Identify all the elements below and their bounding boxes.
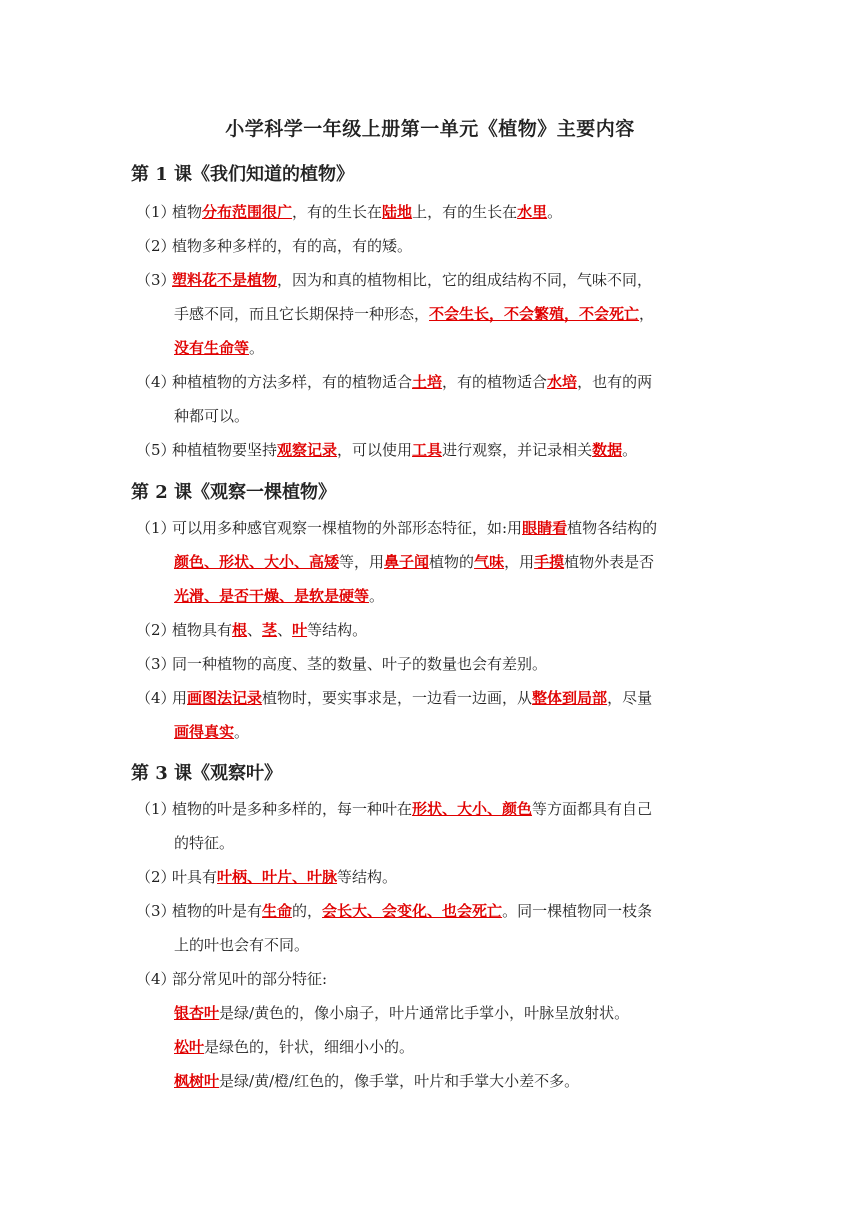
text: ，可以使用 [337, 441, 413, 459]
l1-item-2 [136, 229, 412, 263]
text: ，因为和真的植物相比，它的组成结构不同，气味不同， [277, 271, 653, 289]
l3-item-3-line-2 [174, 928, 309, 962]
text: 。 [369, 587, 385, 605]
text: 种都可以。 [174, 407, 250, 425]
item-number: （2） [136, 621, 176, 639]
text: 种植植物的方法多样，有的植物适合 [172, 373, 413, 391]
text: 进行观察，并记录相关 [442, 441, 593, 459]
highlight: 整体到局部 [532, 689, 608, 707]
highlight: 没有生命等 [174, 339, 250, 357]
text: 叶具有 [172, 868, 218, 886]
l3-item-4 [136, 962, 327, 996]
text: 植物外表是否 [564, 553, 655, 571]
text: 可以用多种感官观察一棵植物的外部形态特征，如:用 [172, 519, 523, 537]
lesson-1-heading: 第 1 课《我们知道的植物》 [131, 164, 355, 185]
text: 植物具有 [172, 621, 233, 639]
item-number: （4） [136, 373, 176, 391]
highlight: 茎 [262, 621, 278, 639]
l3-item-3 [136, 894, 652, 928]
item-number: （4） [136, 970, 176, 988]
leaf-maple [174, 1064, 579, 1098]
l3-item-1-line-2 [174, 826, 234, 860]
highlight: 数据 [592, 441, 623, 459]
item-number: （3） [136, 902, 176, 920]
l3-item-1 [136, 792, 652, 826]
highlight: 形状、大小、颜色 [412, 800, 533, 818]
text: 。同一棵植物同一枝条 [502, 902, 653, 920]
leaf-name: 松叶 [174, 1038, 205, 1056]
l2-item-1-line-2 [174, 545, 654, 579]
text: 。 [234, 723, 250, 741]
l1-item-3-line-2 [174, 297, 654, 331]
text: 、 [277, 621, 293, 639]
text: 用 [172, 689, 188, 707]
highlight: 画得真实 [174, 723, 235, 741]
l2-item-1 [136, 511, 657, 545]
text: 植物多种多样的，有的高，有的矮。 [172, 237, 413, 255]
text: 植物的叶是多种多样的，每一种叶在 [172, 800, 413, 818]
text: 植物 [172, 203, 203, 221]
leaf-desc: 是绿色的，针状，细细小小的。 [204, 1038, 415, 1056]
highlight: 陆地 [382, 203, 413, 221]
highlight: 鼻子闻 [384, 553, 430, 571]
text: 等结构。 [307, 621, 368, 639]
text: 、 [247, 621, 263, 639]
text: ，尽量 [607, 689, 653, 707]
highlight: 气味 [474, 553, 505, 571]
highlight: 水里 [517, 203, 548, 221]
highlight: 水培 [547, 373, 578, 391]
text: 植物的 [429, 553, 475, 571]
highlight: 画图法记录 [187, 689, 263, 707]
highlight: 工具 [412, 441, 443, 459]
highlight: 生命 [262, 902, 293, 920]
highlight: 眼睛看 [522, 519, 568, 537]
text: ，也有的两 [577, 373, 653, 391]
highlight: 手摸 [534, 553, 565, 571]
item-number: （4） [136, 689, 176, 707]
text: ，有的生长在 [292, 203, 383, 221]
text: 植物的叶是有 [172, 902, 263, 920]
highlight: 根 [232, 621, 248, 639]
l3-item-2 [136, 860, 397, 894]
highlight: 光滑、是否干燥、是软是硬等 [174, 587, 370, 605]
l1-item-1 [136, 195, 562, 229]
highlight: 叶 [292, 621, 308, 639]
item-number: （2） [136, 868, 176, 886]
item-number: （2） [136, 237, 176, 255]
highlight: 颜色、形状、大小、高矮 [174, 553, 340, 571]
highlight: 塑料花不是植物 [172, 271, 278, 289]
l1-item-3 [136, 263, 652, 297]
leaf-desc: 是绿/黄色的，像小扇子，叶片通常比手掌小，叶脉呈放射状。 [219, 1004, 630, 1022]
text: 上，有的生长在 [412, 203, 518, 221]
text: 植物各结构的 [567, 519, 658, 537]
l1-item-4-line-2 [174, 399, 249, 433]
l2-item-4 [136, 681, 652, 715]
l1-item-5 [136, 433, 637, 467]
text: 植物时，要实事求是，一边看一边画，从 [262, 689, 533, 707]
text: 等，用 [339, 553, 385, 571]
text: 。 [249, 339, 265, 357]
item-number: （5） [136, 441, 176, 459]
text: ，用 [504, 553, 535, 571]
item-number: （1） [136, 800, 176, 818]
l1-item-3-line-3 [174, 331, 264, 365]
l1-item-4 [136, 365, 652, 399]
item-number: （1） [136, 203, 176, 221]
leaf-name: 枫树叶 [174, 1072, 220, 1090]
lesson-2-heading: 第 2 课《观察一棵植物》 [131, 482, 337, 503]
leaf-ginkgo [174, 996, 629, 1030]
highlight: 会长大、会变化、也会死亡 [322, 902, 503, 920]
text: 手感不同，而且它长期保持一种形态， [174, 305, 430, 323]
text: ， [639, 305, 655, 323]
l2-item-1-line-3 [174, 579, 384, 613]
text: 同一种植物的高度、茎的数量、叶子的数量也会有差别。 [172, 655, 548, 673]
highlight: 不会生长，不会繁殖，不会死亡 [429, 305, 640, 323]
l2-item-3 [136, 647, 547, 681]
highlight: 土培 [412, 373, 443, 391]
item-number: （3） [136, 655, 176, 673]
document-title: 小学科学一年级上册第一单元《植物》主要内容 [225, 118, 635, 140]
item-number: （1） [136, 519, 176, 537]
text: 的特征。 [174, 834, 235, 852]
leaf-desc: 是绿/黄/橙/红色的，像手掌，叶片和手掌大小差不多。 [219, 1072, 580, 1090]
text: 的， [292, 902, 323, 920]
l2-item-4-line-2 [174, 715, 249, 749]
highlight: 观察记录 [277, 441, 338, 459]
leaf-pine [174, 1030, 414, 1064]
lesson-3-heading: 第 3 课《观察叶》 [131, 763, 283, 784]
leaf-name: 银杏叶 [174, 1004, 220, 1022]
highlight: 分布范围很广 [202, 203, 293, 221]
text: 上的叶也会有不同。 [174, 936, 310, 954]
text: ，有的植物适合 [442, 373, 548, 391]
item-number: （3） [136, 271, 176, 289]
text: 部分常见叶的部分特征: [172, 970, 328, 988]
text: 。 [622, 441, 638, 459]
l2-item-2 [136, 613, 367, 647]
text: 种植植物要坚持 [172, 441, 278, 459]
text: 。 [547, 203, 563, 221]
text: 等结构。 [337, 868, 398, 886]
highlight: 叶柄、叶片、叶脉 [217, 868, 338, 886]
text: 等方面都具有自己 [532, 800, 653, 818]
